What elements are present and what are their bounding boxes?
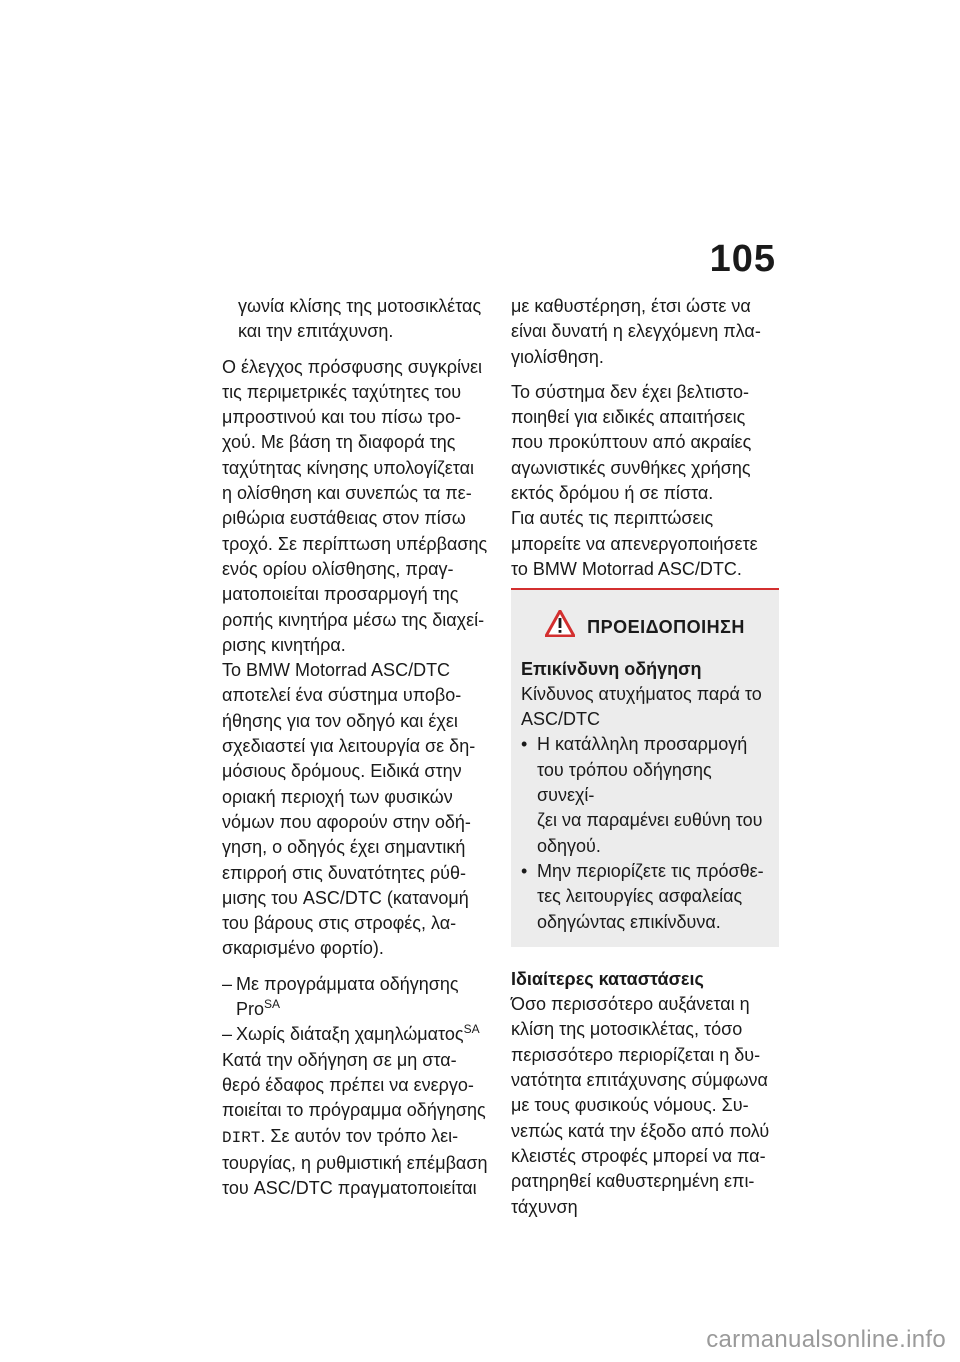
dirt-mode-label: DIRT — [222, 1128, 261, 1147]
paragraph-special: Όσο περισσότερο αυξάνεται η κλίση της μοτοσικλέτας, τόσο περισσότερο περιορίζεται η δυ- νατότητα επιτάχυνσης σύμφωνα με τους φυσικούς νόμους. Συ- νεπώς κατά την έξοδο από πολύ κλειστές στροφές μπορεί να πα- ρατηρηθεί καθυστερημένη επι- τάχυνση — [511, 994, 770, 1217]
left-column — [222, 294, 490, 1201]
paragraph-dirt: Κατά την οδήγηση σε μη στα- θερό έδαφος πρέπει να ενεργο- ποιείται το πρόγραμμα οδήγησης DIRT. Σε αυτόν τον τρόπο λει- τουργίας, η ρυθμιστική επέμβαση του ASC/DTC πραγματοποιείται — [222, 1049, 488, 1199]
paragraph-deactivate: Για αυτές τις περιπτώσεις μπορείτε να απενεργοποιήσετε το BMW Motorrad ASC/DTC. — [511, 508, 758, 579]
paragraph-optimization: Το σύστημα δεν έχει βελτιστο- ποιηθεί για ειδικές απαιτήσεις που προκύπτουν από ακραίες αγωνιστικές συνθήκες χρήσης εκτός δρόμου ή σε πίστα. — [511, 381, 752, 504]
dash-list-item: – Χωρίς διάταξη χαμηλώματος$^{SA}$ — [222, 1022, 490, 1047]
dash-list-item: – Με προγράμματα οδήγησης Pro$^{SA}$ — [222, 972, 490, 1023]
footer-watermark: carmanualsonline.info — [706, 1326, 946, 1353]
warning-title: ΠΡΟΕΙΔΟΠΟΙΗΣΗ — [587, 616, 745, 637]
right-column — [511, 294, 779, 1220]
dash-mark: – — [222, 1024, 233, 1045]
sa-label: SA — [264, 997, 281, 1012]
sa-label: SA — [463, 1022, 480, 1037]
warning-box — [511, 590, 779, 947]
page-number: 105 — [709, 238, 776, 280]
warning-bullet: • Μην περιορίζετε τις πρόσθε- τες λειτουργίες ασφαλείας οδηγώντας επικίνδυνα. — [521, 860, 764, 932]
dash-mark: – — [222, 973, 233, 994]
warning-bullet: • Η κατάλληλη προσαρμογή του τρόπου οδήγησης συνεχί- ζει να παραμένει ευθύνη του οδηγού. — [521, 734, 763, 856]
paragraph — [222, 294, 490, 345]
warning-text: Κίνδυνος ατυχήματος παρά το ASC/DTC — [521, 683, 762, 730]
warning-triangle-icon — [545, 610, 575, 644]
paragraph-system: Το BMW Motorrad ASC/DTC αποτελεί ένα σύστημα υποβο- ήθησης για τον οδηγό και έχει σχεδιαστεί για λειτουργία σε δη- μόσιους δρόμους. Ειδικά στην οριακή περιοχή των φυσικών νόμων που αφορούν στην οδή- γηση, ο οδηγός έχει σημαντική επιρροή στις δυνατότητες ρύθ- μισης του ASC/DTC (κατανομή του βάρους στις στροφές, λα- σκαρισμένο φορτίο). — [222, 660, 476, 959]
section-title: Ιδιαίτερες καταστάσεις — [511, 968, 704, 989]
text-line: γωνία κλίσης της μοτοσικλέτας — [238, 296, 482, 316]
text-line: και την επιτάχυνση. — [238, 321, 394, 342]
warning-subtitle: Επικίνδυνη οδήγηση — [521, 658, 702, 679]
paragraph: με καθυστέρηση, έτσι ώστε να είναι δυνατή η ελεγχόμενη πλα- γιολίσθηση. — [511, 296, 761, 367]
paragraph-traction: Ο έλεγχος πρόσφυσης συγκρίνει τις περιμετρικές ταχύτητες του μπροστινού και του πίσω τρο- χού. Με βάση τη διαφορά της ταχύτητας κίνησης υπολογίζεται η ολίσθηση και συνεπώς τα πε- ριθώρια ευστάθειας στον πίσω τροχό. Σε περίπτωση υπέρβασης ενός ορίου ολίσθησης, πραγ- ματοποιείται προσαρμογή της ροπής κινητήρα μέσω της διαχεί- ρισης κινητήρα. — [222, 356, 488, 655]
warning-header — [521, 610, 769, 644]
